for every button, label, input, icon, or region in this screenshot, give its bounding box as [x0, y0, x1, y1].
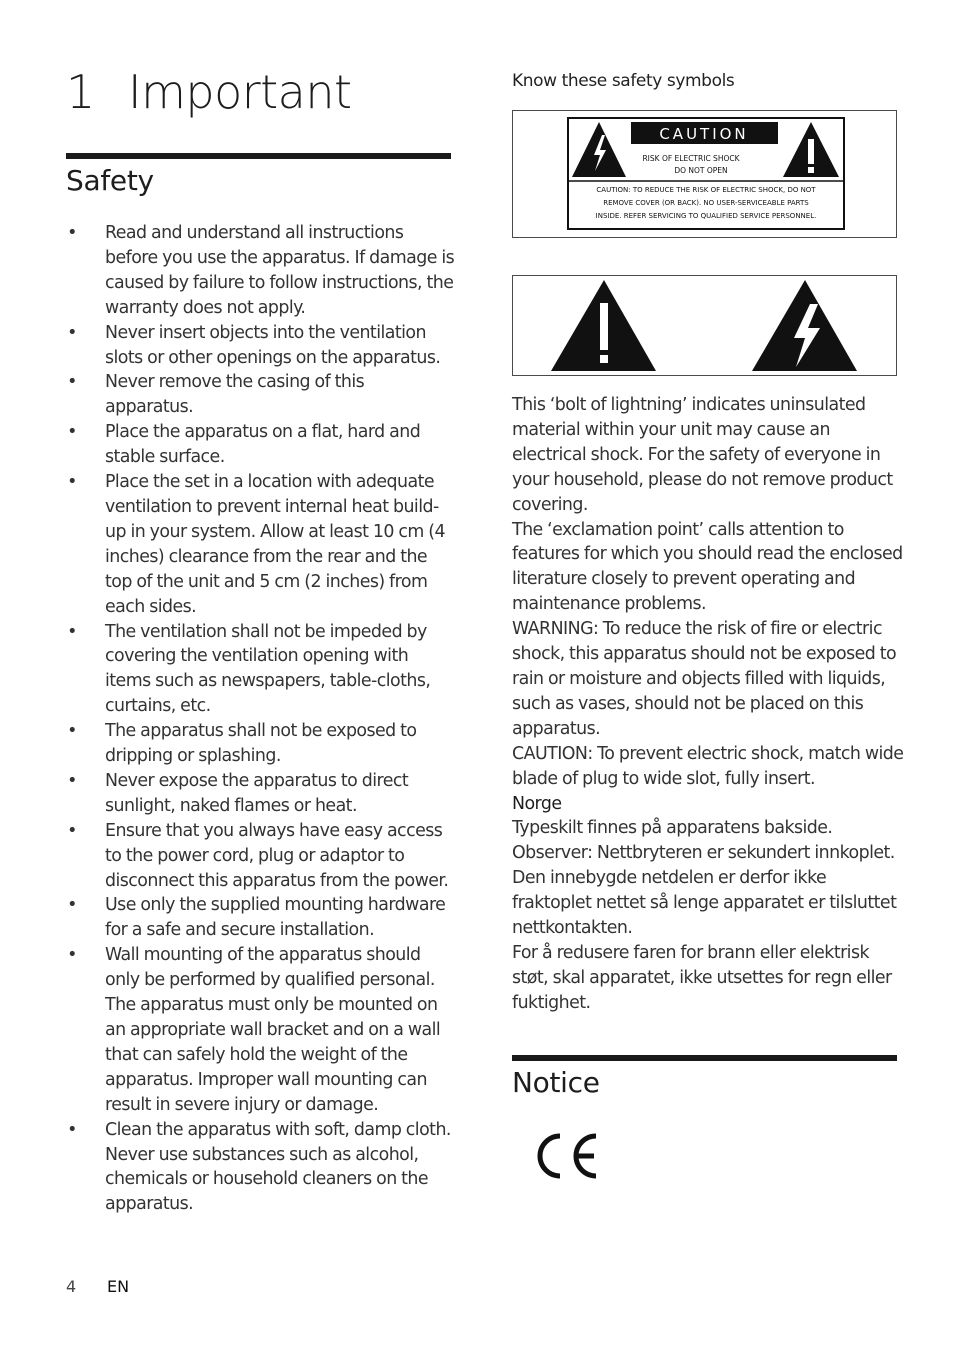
list-item: [66, 1118, 456, 1218]
exclamation-bar: [600, 303, 608, 350]
bullet-icon: •: [67, 895, 77, 916]
list-item: [66, 221, 456, 321]
safety-list: [66, 221, 456, 1217]
list-item: [66, 321, 456, 371]
language-code: EN: [107, 1277, 130, 1296]
norge-text-2: Observer: Nettbryteren er sekundert innkoplet. Den innebygde netdelen er derfor ikke fraktoplet nettet så lenge apparatet er tilsluttet nettkontakten.: [512, 843, 897, 939]
bullet-icon: •: [67, 621, 77, 642]
exclamation-explanation: The ‘exclamation point’ calls attention to features for which you should read the enclosed literature closely to prevent operating and maintenance problems.: [512, 519, 903, 615]
norge-text-3: For å redusere faren for brann eller elektrisk støt, skal apparatet, ikke utsettes for regn eller fuktighet.: [512, 942, 892, 1013]
bullet-icon: •: [67, 721, 77, 742]
safety-heading: Safety: [66, 164, 154, 197]
list-item: [66, 420, 456, 470]
list-item: [66, 620, 456, 720]
list-item-text: Wall mounting of the apparatus should only be performed by qualified personal. The apparatus must only be mounted on an appropriate wall bracket and on a wall that can safely hold the weight of the apparatus. Improper wall mounting can result in severe injury or damage.: [105, 945, 441, 1115]
caution-label-box: [512, 110, 897, 238]
caution-text: CAUTION: To prevent electric shock, match wide blade of plug to wide slot, fully insert.: [512, 743, 904, 789]
bullet-icon: •: [67, 322, 77, 343]
list-item-text: Place the set in a location with adequate ventilation to prevent internal heat build-up in your system. Allow at least 10 cm (4 inches) clearance from the rear and the top of the unit and 5 cm (2 inches) from each sides.: [105, 472, 446, 617]
norge-text-1: Typeskilt finnes på apparatens bakside.: [512, 818, 833, 839]
chapter-name: Important: [128, 65, 352, 119]
caution-label: [513, 111, 896, 237]
chapter-number: 1: [66, 65, 95, 119]
bullet-icon: •: [67, 422, 77, 443]
list-item: [66, 893, 456, 943]
list-item-text: Never remove the casing of this apparatus.: [105, 372, 365, 418]
symbol-explanations: [512, 393, 904, 1016]
risk-line-1: RISK OF ELECTRIC SHOCK: [642, 154, 740, 163]
list-item: [66, 719, 456, 769]
bullet-icon: •: [67, 223, 77, 243]
bullet-icon: •: [67, 1119, 77, 1140]
fine-print-line-2: REMOVE COVER (OR BACK). NO USER-SERVICEABLE PARTS: [603, 199, 809, 207]
notice-heading: Notice: [512, 1066, 600, 1099]
list-item: [66, 943, 456, 1117]
bullet-icon: •: [67, 372, 77, 393]
list-item: [66, 470, 456, 619]
exclamation-bar: [808, 139, 814, 164]
safety-rule: [66, 153, 451, 159]
symbols-box: [512, 275, 897, 376]
exclamation-dot: [808, 167, 814, 173]
bullet-icon: •: [67, 770, 77, 791]
bullet-icon: •: [67, 820, 77, 841]
list-item-text: The apparatus shall not be exposed to dripping or splashing.: [105, 721, 417, 767]
list-item-text: Never insert objects into the ventilation slots or other openings on the apparatus.: [105, 322, 441, 368]
chapter-title: [66, 62, 352, 122]
warning-text: WARNING: To reduce the risk of fire or electric shock, this apparatus should not be exposed to rain or moisture and objects filled with liquids, such as vases, should not be placed on this apparatus.: [512, 619, 897, 739]
list-item-text: Never expose the apparatus to direct sunlight, naked flames or heat.: [105, 770, 409, 816]
fine-print-line-1: CAUTION: TO REDUCE THE RISK OF ELECTRIC SHOCK, DO NOT: [596, 186, 816, 194]
caution-word: CAUTION: [659, 125, 749, 143]
symbols-caption: Know these safety symbols: [512, 71, 735, 91]
list-item-text: Place the apparatus on a flat, hard and stable surface.: [105, 422, 421, 468]
ce-mark-icon: [536, 1132, 600, 1184]
risk-line-2: DO NOT OPEN: [674, 166, 728, 175]
ce-mark: [536, 1132, 600, 1180]
notice-rule: [512, 1055, 897, 1061]
list-item-text: Use only the supplied mounting hardware for a safe and secure installation.: [105, 895, 446, 941]
symbols-illustration: [513, 276, 896, 375]
list-item-text: Clean the apparatus with soft, damp cloth. Never use substances such as alcohol, chemicals or household cleaners on the apparatus.: [105, 1119, 451, 1215]
list-item: [66, 769, 456, 819]
bolt-explanation: This ‘bolt of lightning’ indicates uninsulated material within your unit may cause an electrical shock. For the safety of everyone in your household, please do not remove product covering.: [512, 395, 893, 515]
bullet-icon: •: [67, 945, 77, 966]
ce-mark-c: [540, 1136, 560, 1176]
list-item-text: Ensure that you always have easy access to the power cord, plug or adaptor to disconnect this apparatus from the power.: [105, 820, 449, 891]
fine-print-line-3: INSIDE. REFER SERVICING TO QUALIFIED SERVICE PERSONNEL.: [595, 212, 817, 220]
exclamation-dot: [600, 355, 608, 363]
list-item-text: Read and understand all instructions before you use the apparatus. If damage is caused by failure to follow instructions, the warranty does not apply.: [105, 223, 455, 318]
bullet-icon: •: [67, 472, 77, 493]
list-item: [66, 370, 456, 420]
list-item: [66, 819, 456, 894]
list-item-text: The ventilation shall not be impeded by covering the ventilation opening with items such as newspapers, table-cloths, curtains, etc.: [105, 621, 431, 717]
norge-heading: Norge: [512, 793, 562, 814]
page-number: 4: [66, 1277, 77, 1296]
